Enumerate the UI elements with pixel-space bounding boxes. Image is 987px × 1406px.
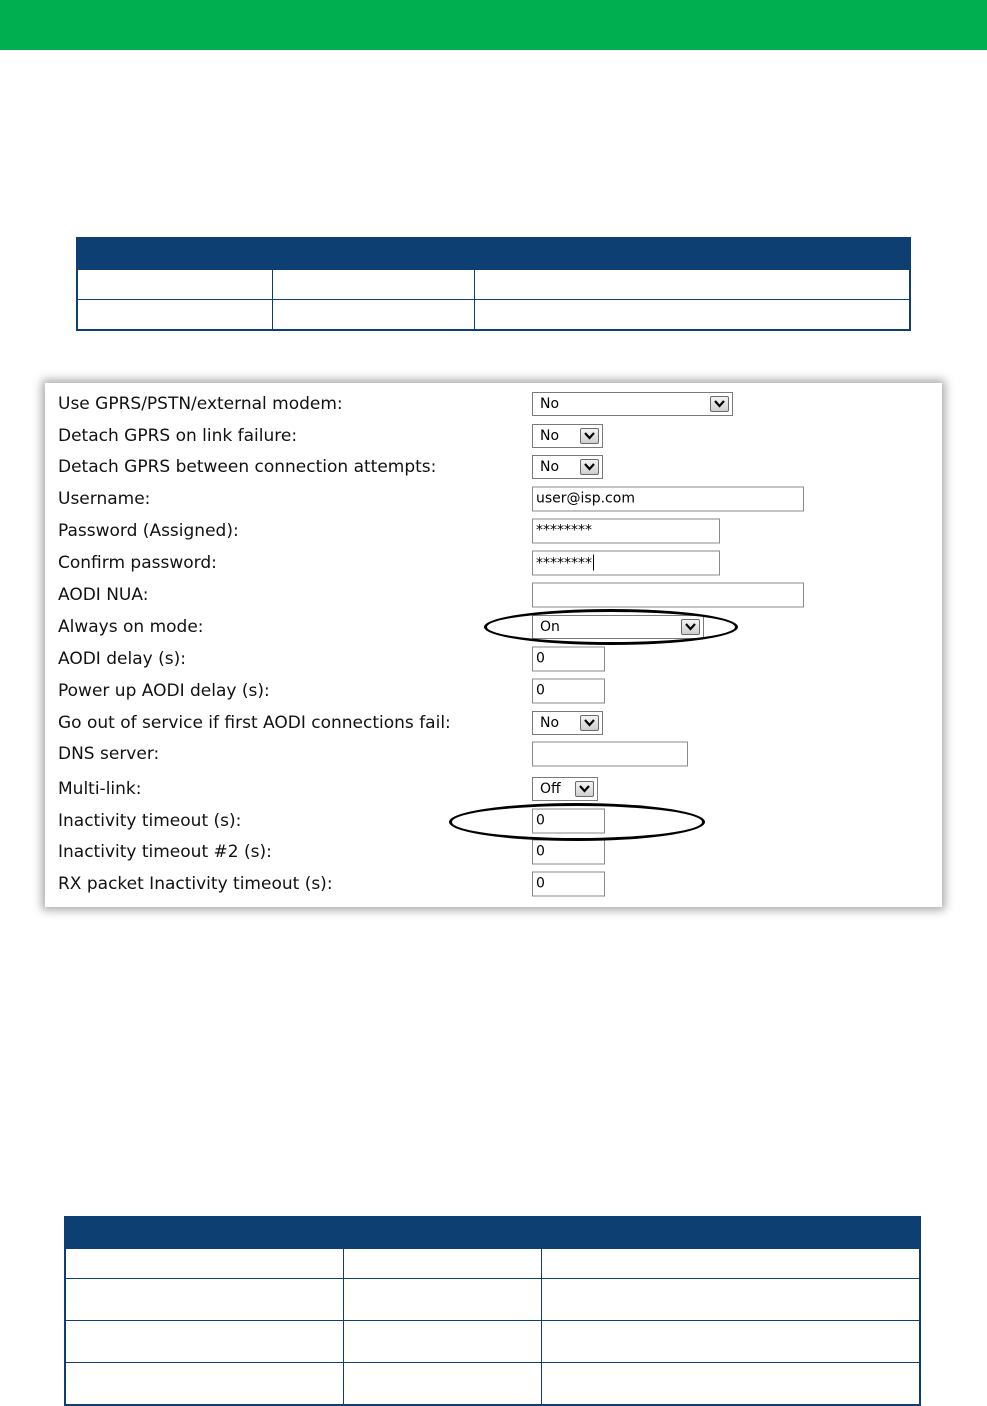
field-label: Detach GPRS between connection attempts: xyxy=(58,457,437,477)
form-row-out-of-service xyxy=(45,707,942,739)
chevron-down-icon[interactable] xyxy=(580,715,599,731)
field-label: AODI delay (s): xyxy=(58,649,186,669)
table-row xyxy=(65,1363,920,1406)
aodi-nua-input[interactable] xyxy=(532,583,804,608)
table-cell xyxy=(77,270,272,300)
form-row-aodi-delay xyxy=(45,643,942,675)
table-cell xyxy=(272,270,474,300)
select-value: No xyxy=(540,396,560,412)
field-label: Password (Assigned): xyxy=(58,521,239,541)
input-value-wrap xyxy=(536,555,594,572)
form-row-username xyxy=(45,483,942,515)
table-cell xyxy=(474,300,910,331)
table-cell xyxy=(343,1363,541,1406)
form-row-detach-between-attempts xyxy=(45,451,942,483)
input-value: 0 xyxy=(536,843,545,860)
form-row-inactivity-timeout xyxy=(45,805,942,837)
text-caret xyxy=(593,555,594,571)
table-cell xyxy=(65,1321,343,1363)
out-of-service-select[interactable] xyxy=(532,711,603,735)
rx-packet-inactivity-timeout-input[interactable] xyxy=(532,872,605,897)
table-cell xyxy=(343,1249,541,1279)
table-header-cell xyxy=(77,238,910,270)
form-row-detach-link-failure xyxy=(45,420,942,452)
form-row-inactivity-timeout-2 xyxy=(45,836,942,868)
input-value: 0 xyxy=(536,650,545,667)
select-value: On xyxy=(540,619,560,635)
field-label: Inactivity timeout (s): xyxy=(58,811,242,831)
table-header-cell xyxy=(65,1217,920,1249)
field-label: Always on mode: xyxy=(58,617,204,637)
field-label: Username: xyxy=(58,489,151,509)
chevron-down-icon[interactable] xyxy=(710,396,729,412)
field-label: Confirm password: xyxy=(58,553,217,573)
table-cell xyxy=(474,270,910,300)
input-value: ******** xyxy=(536,555,592,572)
input-value: user@isp.com xyxy=(536,490,635,507)
username-input[interactable] xyxy=(532,487,804,512)
chevron-down-icon[interactable] xyxy=(681,619,700,635)
table-cell xyxy=(541,1249,920,1279)
table-row xyxy=(77,270,910,300)
form-row-always-on-mode xyxy=(45,611,942,643)
form-row-password xyxy=(45,515,942,547)
multi-link-select[interactable] xyxy=(532,777,598,801)
input-value: 0 xyxy=(536,812,545,829)
form-row-power-up-aodi-delay xyxy=(45,675,942,707)
table-cell xyxy=(541,1363,920,1406)
settings-form-panel xyxy=(45,383,942,907)
chevron-down-icon[interactable] xyxy=(575,781,594,797)
detach-between-attempts-select[interactable] xyxy=(532,455,603,479)
table-cell xyxy=(541,1321,920,1363)
inactivity-timeout-input[interactable] xyxy=(532,809,605,834)
confirm-password-input[interactable] xyxy=(532,551,720,576)
table-row xyxy=(65,1321,920,1363)
detach-link-failure-select[interactable] xyxy=(532,424,603,448)
power-up-aodi-delay-input[interactable] xyxy=(532,679,605,704)
select-value: No xyxy=(540,459,560,475)
table-header-row xyxy=(77,238,910,270)
field-label: AODI NUA: xyxy=(58,585,149,605)
select-value: No xyxy=(540,428,560,444)
chevron-down-icon[interactable] xyxy=(580,428,599,444)
table-cell xyxy=(272,300,474,331)
table-cell xyxy=(77,300,272,331)
select-value: No xyxy=(540,715,560,731)
table-cell xyxy=(65,1363,343,1406)
dns-server-input[interactable] xyxy=(532,742,688,767)
form-row-dns-server xyxy=(45,738,942,770)
use-gprs-select[interactable] xyxy=(532,392,733,416)
inactivity-timeout-2-input[interactable] xyxy=(532,840,605,865)
table-row xyxy=(77,300,910,331)
field-label: Go out of service if first AODI connections fail: xyxy=(58,713,451,733)
form-row-multi-link xyxy=(45,773,942,805)
parameter-table-bottom xyxy=(64,1216,921,1406)
field-label: Use GPRS/PSTN/external modem: xyxy=(58,394,343,414)
form-row-aodi-nua xyxy=(45,579,942,611)
aodi-delay-input[interactable] xyxy=(532,647,605,672)
field-label: RX packet Inactivity timeout (s): xyxy=(58,874,333,894)
table-cell xyxy=(65,1279,343,1321)
chevron-down-icon[interactable] xyxy=(580,459,599,475)
field-label: Detach GPRS on link failure: xyxy=(58,426,298,446)
table-header-row xyxy=(65,1217,920,1249)
form-row-use-gprs xyxy=(45,388,942,420)
field-label: DNS server: xyxy=(58,744,160,764)
table-row xyxy=(65,1279,920,1321)
table-row xyxy=(65,1249,920,1279)
password-input[interactable] xyxy=(532,519,720,544)
field-label: Inactivity timeout #2 (s): xyxy=(58,842,272,862)
form-row-confirm-password xyxy=(45,547,942,579)
select-value: Off xyxy=(540,781,561,797)
parameter-table-top xyxy=(76,237,911,331)
table-cell xyxy=(343,1321,541,1363)
field-label: Power up AODI delay (s): xyxy=(58,681,270,701)
table-cell xyxy=(541,1279,920,1321)
header-band xyxy=(0,0,987,50)
input-value: 0 xyxy=(536,682,545,699)
table-cell xyxy=(65,1249,343,1279)
form-row-rx-packet-inactivity-timeout xyxy=(45,868,942,900)
field-label: Multi-link: xyxy=(58,779,142,799)
input-value: 0 xyxy=(536,875,545,892)
always-on-mode-select[interactable] xyxy=(532,615,704,639)
table-cell xyxy=(343,1279,541,1321)
input-value: ******** xyxy=(536,522,592,539)
